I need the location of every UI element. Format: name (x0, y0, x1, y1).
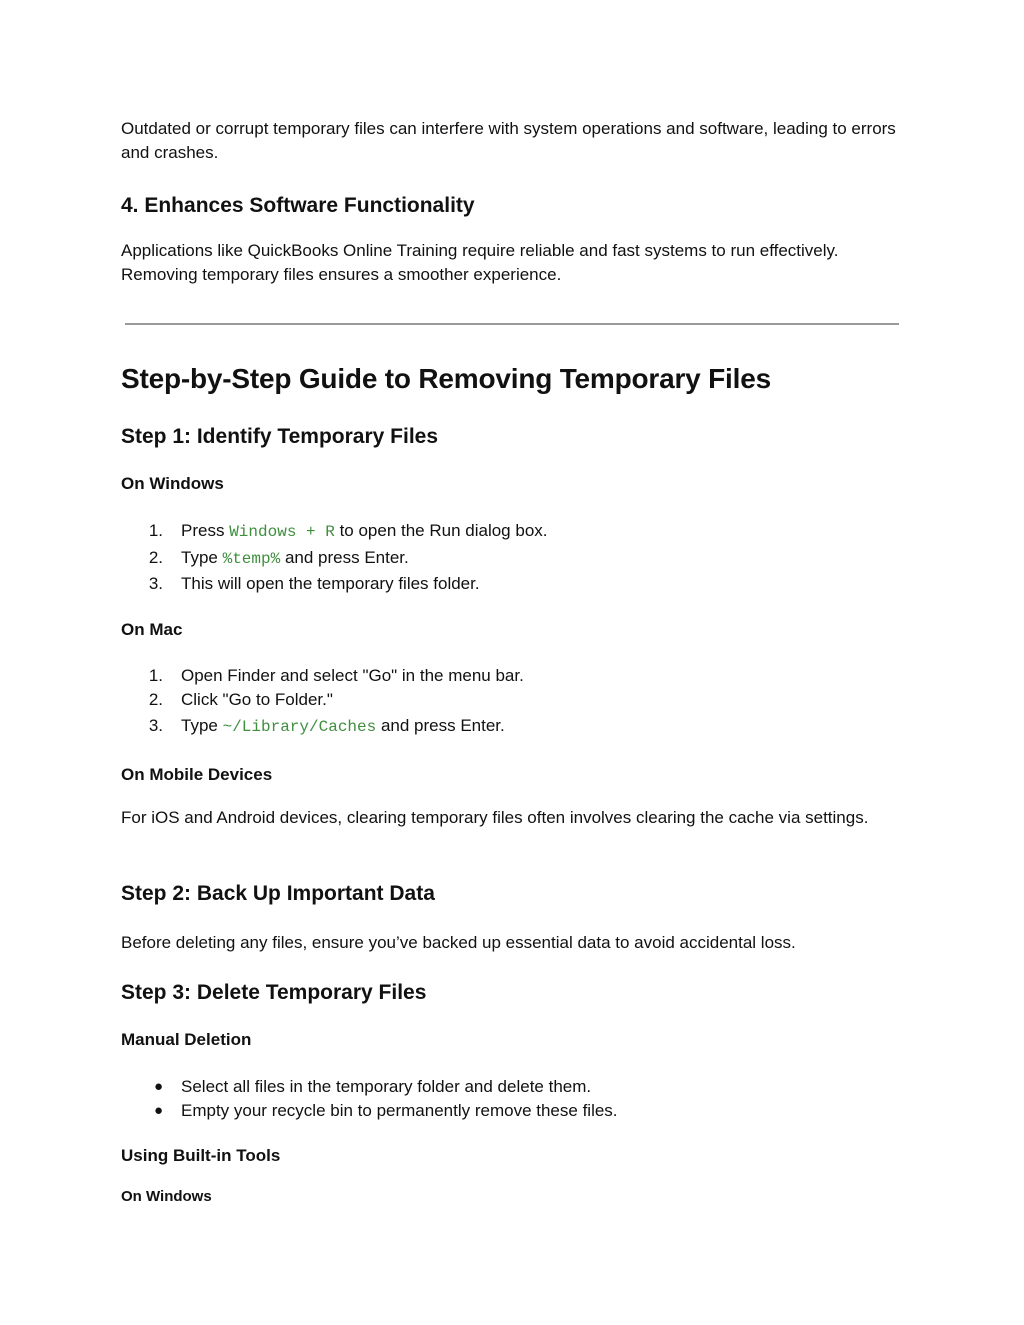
list-text (181, 519, 548, 544)
inline-code: ~/Library/Caches (222, 718, 377, 736)
bullet-icon: ● (153, 1078, 163, 1095)
list-text: Click "Go to Folder." (181, 690, 333, 709)
list-text: Open Finder and select "Go" in the menu bar. (181, 666, 524, 685)
step1-heading: Step 1: Identify Temporary Files (121, 425, 439, 448)
list-item (121, 1099, 911, 1123)
text-segment: and press Enter. (380, 716, 505, 735)
inline-code: %temp% (222, 550, 281, 568)
list-text (181, 714, 505, 739)
text-segment: to open the Run dialog box. (339, 521, 548, 540)
list-text (181, 546, 409, 571)
mac-subheading: On Mac (121, 620, 183, 639)
intro-paragraph: Outdated or corrupt temporary files can interfere with system operations and software, leading to errors and crashes. (121, 119, 896, 162)
list-number: 2. (148, 690, 163, 709)
list-item (121, 519, 911, 543)
list-number: 2. (148, 548, 163, 567)
windows-subheading: On Windows (121, 474, 224, 493)
list-item (121, 546, 911, 570)
list-item (121, 1075, 911, 1099)
mobile-paragraph: For iOS and Android devices, clearing temporary files often involves clearing the cache via settings. (121, 808, 869, 827)
step2-paragraph: Before deleting any files, ensure you’ve backed up essential data to avoid accidental loss. (121, 933, 796, 952)
tools-windows-subheading: On Windows (121, 1188, 212, 1205)
list-text: Select all files in the temporary folder and delete them. (181, 1077, 592, 1096)
text-segment: Type (181, 548, 218, 567)
manual-deletion-subheading: Manual Deletion (121, 1030, 252, 1049)
list-item (121, 664, 911, 688)
mobile-subheading: On Mobile Devices (121, 765, 273, 784)
text-segment: and press Enter. (284, 548, 409, 567)
built-in-tools-subheading: Using Built-in Tools (121, 1146, 281, 1165)
horizontal-divider (125, 323, 899, 325)
list-item (121, 714, 911, 738)
list-number: 1. (148, 666, 163, 685)
list-number: 3. (148, 574, 163, 593)
list-item (121, 688, 911, 712)
bullet-icon: ● (153, 1102, 163, 1119)
inline-code: Windows + R (229, 523, 335, 541)
step2-heading: Step 2: Back Up Important Data (121, 882, 435, 905)
text-segment: Press (181, 521, 225, 540)
list-item (121, 572, 911, 596)
text-segment: Type (181, 716, 218, 735)
step3-heading: Step 3: Delete Temporary Files (121, 981, 427, 1004)
section-paragraph: Applications like QuickBooks Online Training require reliable and fast systems to run effectively. Removing temporary files ensures a smoother experience. (121, 241, 839, 284)
list-number: 1. (148, 521, 163, 540)
list-text: Empty your recycle bin to permanently remove these files. (181, 1101, 618, 1120)
page-title: Step-by-Step Guide to Removing Temporary Files (121, 363, 771, 394)
list-text: This will open the temporary files folder. (181, 574, 480, 593)
list-number: 3. (148, 716, 163, 735)
section-heading: 4. Enhances Software Functionality (121, 194, 475, 217)
